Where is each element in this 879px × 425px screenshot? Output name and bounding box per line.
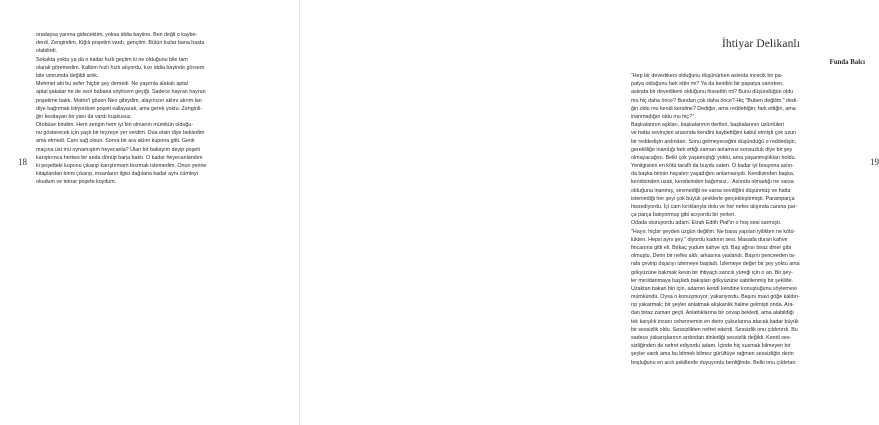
text-line: “Hep bir devedikeni olduğunu düşünürken aslında incecik bir pa- <box>631 73 783 79</box>
story-title: İhtiyar Delikanlı <box>721 38 801 50</box>
text-line: maçına üst mü oynamıştım heyecanla? Ulan bir bakayım deyip poşeti <box>36 146 200 153</box>
text-line: bile umrumda değildi artık. <box>36 72 99 79</box>
text-line: boşluğunu en acılı şekillerde duyuyordu benliğinde. Belki onu çıldırtan <box>631 359 796 366</box>
text-line: kitaplardan birini çıkarıp, insanların ilgisi dağılana kadar aynı cümleyi <box>36 171 198 178</box>
text-line: tek karşılık insanı cehennemin en derin çukurlarına atacak kadar büyük <box>631 318 799 325</box>
text-line: ve hatta sevinçleri arasında kendini kaybettiğini kabul etmişti çok uzun <box>631 130 797 137</box>
text-line: bir reddedişin ardından. Sonu gelmeyeceğini düşündüğü o reddedişin, <box>631 138 797 145</box>
text-line: gökyüzüne bakmak kesin bir ihtiyaçtı sancılı yüreği için o an. Bir şey- <box>631 269 793 276</box>
text-line: bir sessizlik oldu. Sessizlikten nefret ederdi. Sessizlik onu çıldırtırdı. Bu <box>631 326 798 333</box>
text-line: sizliğinden de nefret ediyordu adam. İçinde hiç susmak bilmeyen bir <box>631 343 791 350</box>
text-line: Başkalarının aşkları, başkalarının dertleri, başkalarının üzüntüleri <box>631 122 784 129</box>
text-line: gerekliliğe inandığı fark ettiği zaman anlamsız sonsuzluk diye bir şey <box>631 146 793 153</box>
text-line: karıştırınca herkes bir anda dönüp bana baktı. O kadar heyecanlandım <box>36 154 203 161</box>
text-line: okudum ve tekrar poşete koydum. <box>36 179 117 186</box>
text-line: ğin oldu mu kendi kendine? Dediğin, ama reddettiğin; fark ettiğin, ama <box>631 105 796 112</box>
text-line: hissediyordu. İçi cam kırıklarıyla dolu ve her nefes alışında canına par- <box>631 204 798 210</box>
text-line: fincanına gitti eli. Birkaç yudum kahve içti. Baş ağrısı biraz diner gibi <box>631 244 791 251</box>
text-line: Yenilgisinin en kötü taraflı da buydu zaten. O kadar iyi bouyona aslın- <box>631 163 794 170</box>
text-line: poşetime baktı. Matrix'i gözen Neo gibiydim, alayınızın aklını alırım lan <box>36 97 202 104</box>
text-line: ler mırıldanmaya başladı bakışları gökyüzüne sabitlenmiş bir şekilde. <box>631 277 794 284</box>
text-line: sadece yakarışlarının ardından dinlediği sessizlik değildi. Kendi ses- <box>631 335 792 341</box>
right-page <box>300 0 879 425</box>
text-line: rafa çevirip dışarıyı izlemeye başladı. İzlemeye değer bir şey yoktu ama <box>631 261 800 268</box>
text-line: Uzaktan bakan biri için, adamın kendi kendine konuştuğunu söylemesi <box>631 285 797 292</box>
right-page-text <box>631 72 864 367</box>
text-line: "Hayır, hiçbir şeyden üzgün değilim. Ne bana yapılan iyilikten ne kötü- <box>631 228 796 235</box>
text-line: olduğuna inanmış, sevmediği ne varsa sevdiğini düşünmüş ve hatta <box>631 187 791 194</box>
left-page-text <box>36 31 268 187</box>
text-line: mu hiç daha önce? Bundan çok daha önce? Hiç "Buben değilim." dedi- <box>631 97 798 104</box>
text-line: Mehmet abi bu sefer 'hiçbir şey demedi. Ne yaşımla alakalı aptal <box>36 81 188 88</box>
text-line: Sokakta yoktu ya da o kadar hızlı geçtim ki ne olduğunu bile tam <box>36 56 188 63</box>
text-line: da başka birinin hayatını yaşadığını anlamasıydı. Kendisinden başka, <box>631 171 795 178</box>
text-line: olabilirdi. <box>36 48 57 55</box>
text-line: nu gösterecek için yaşlı bir teyzeye yer verdim. Dua etsin diye bekledim <box>36 130 205 137</box>
text-line: olmayacağını. Belki çok yaşamıştığı yoktu, ama yaşanmışlıkları boldu. <box>631 154 797 161</box>
text-line: ça parça batıyormuş gibi acıyordu bir yerleri. <box>631 212 736 219</box>
text-line: oradaysa yanına gidecektim, yoksa iddia bayiine. Ben değil o kaybe- <box>36 32 198 38</box>
text-line: Odada oturuyordu adam. Etrafı Edith Piaf'ın o hoş sesi sarmıştı. <box>631 220 782 227</box>
text-line: kendisinden uzak, kendisinden bağımsız... Aslında olmadığı ne varsa <box>631 179 794 186</box>
text-line: aptal şakalar ne de seni babana söylicem geyiği. Sadece hayran hayran <box>36 89 206 96</box>
text-line: ama etmedi. Canı sağ olsun. Sonra bir ara aklım kupona gitti. Genk <box>36 138 195 145</box>
text-line: patya olduğunu fark ettin mi? Ya da kendini bir papatya sanırken, <box>631 81 784 88</box>
left-page <box>0 0 300 425</box>
text-line: inanmadığın oldu mu hiç?” <box>631 113 694 120</box>
text-line: ğin kesitayan bir yanı da vardı kuşkusuz. <box>36 113 132 120</box>
left-page-number: 18 <box>18 157 27 167</box>
text-line: mümkündü. Oysa o konuşmuyor, yakarıyordu. Başını mavi göğe kaldırı- <box>631 294 800 301</box>
text-line: olarak göremedim. Kalbim hızlı hızlı atıyordu, kızı iddia bayinde görsem <box>36 64 205 71</box>
text-line: ki poşetteki kuponu çıkarıp karıştırmam bozmak istemedim. Onun yerine <box>36 163 207 169</box>
text-line: derdi. Zengindim. Kiğılı poşetim vardı, gençtim. Bütün kızlar bana hasta <box>36 40 205 47</box>
right-page-number: 19 <box>870 157 879 167</box>
text-line: lükten. Hepsi aynı şey." diyordu kadının sesi. Masada duran kahve <box>631 236 788 243</box>
text-line: rıp yakarmak; bir şeyler anlatmak alışkanlık haline gelmişti onda. Ara- <box>631 302 795 309</box>
text-line: aslında bir devedikeni olduğunu hissettin mi? Bunu düşündüğün oldu <box>631 89 794 96</box>
text-line: diye bağırmak istiyordum poşeti sallayarak, ama gerek yoktu. Zenginli- <box>36 105 202 112</box>
text-line: olmuştu. Derin bir nefes aldı, arkasına yaslandı. Başını penceeden ta- <box>631 253 796 260</box>
text-line: istemediği her şeyi çok büyük şevklerle gerçekleştirmişti. Paramparça <box>631 195 795 202</box>
text-line: Otobüse bindim. Hem zengin hem iyi biri olmanın mümkün olduğu- <box>36 122 194 129</box>
text-line: şeyler vardı ama bu bitmek bilmez gürültüye rağmen sessizliğin derin <box>631 351 794 358</box>
story-author: Funda Balcı <box>829 59 865 66</box>
text-line: dan biraz zaman geçti. Anlattıklarına bir cevap bekledi, ama alabildiği <box>631 310 794 317</box>
